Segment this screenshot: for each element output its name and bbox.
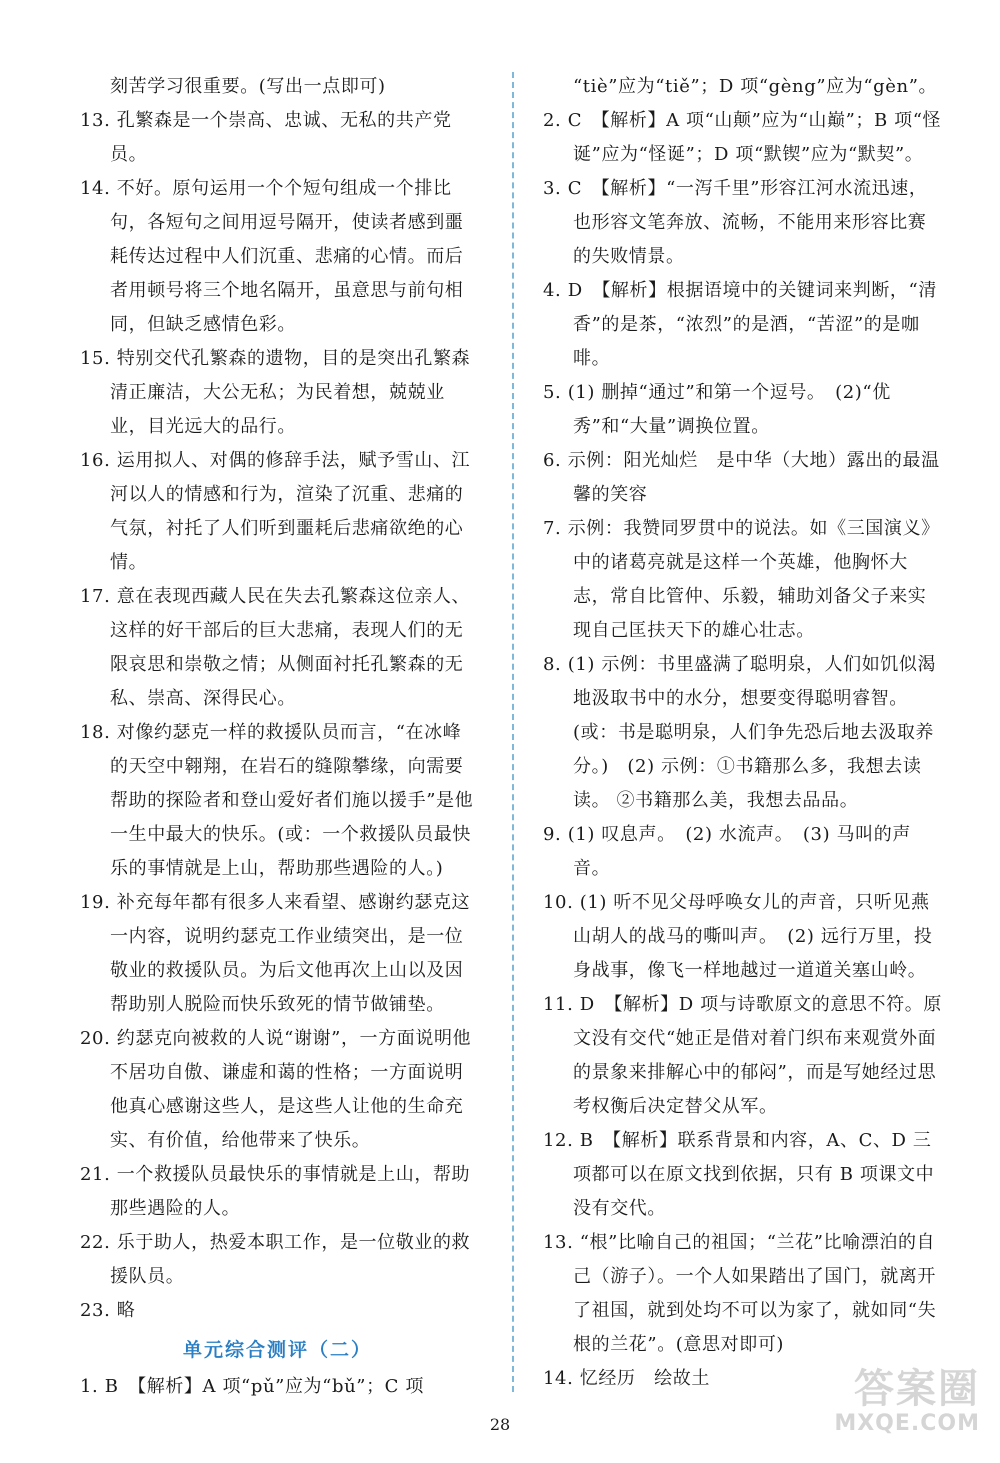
answer-entry: 12. B 【解析】联系背景和内容，A、C、D 三项都可以在原文找到依据，只有 B 项课文中没有交代。	[543, 1130, 935, 1219]
answer-entry: 14. 忆经历 绘故土	[543, 1368, 710, 1389]
answer-entry: 23. 略	[80, 1300, 136, 1321]
answer-entry: 21. 一个救援队员最快乐的事情就是上山，帮助那些遇险的人。	[80, 1164, 471, 1219]
answer-entry: 11. D 【解析】D 项与诗歌原文的意思不符。原文没有交代“她正是借对着门织布来观赏外面的景象来排解心中的郁闷”，而是写她经过思考权衡后决定替父从军。	[543, 994, 942, 1117]
section-heading: 单元综合测评（二）	[182, 1339, 372, 1361]
right-column	[543, 70, 943, 1396]
watermark-url: MXQE.COM	[834, 1411, 980, 1436]
answer-entry: 6. 示例：阳光灿烂 是中华（大地）露出的最温馨的笑容	[543, 450, 940, 505]
answer-entry: 7. 示例：我赞同罗贯中的说法。如《三国演义》中的诸葛亮就是这样一个英雄，他胸怀大志，常自比管仲、乐毅，辅助刘备父子来实现自己匡扶天下的雄心壮志。	[543, 518, 940, 641]
answer-entry: 20. 约瑟克向被救的人说“谢谢”，一方面说明他不居功自傲、谦虚和蔼的性格；一方面说明他真心感谢这些人，是这些人让他的生命充实、有价值，给他带来了快乐。	[80, 1028, 472, 1151]
answer-entry: 13. 孔繁森是一个崇高、忠诚、无私的共产党员。	[80, 110, 452, 165]
answer-entry: 4. D 【解析】根据语境中的关键词来判断，“清香”的是茶，“浓烈”的是酒，“苦涩”的是咖啡。	[543, 280, 937, 369]
answer-entry: 1. B 【解析】A 项“pǔ”应为“bǔ”；C 项	[80, 1376, 424, 1397]
answer-entry: 13. “根”比喻自己的祖国；“兰花”比喻漂泊的自己（游子）。一个人如果踏出了国门，就离开了祖国，就到处均不可以为家了，就如同“失根的兰花”。(意思对即可)	[543, 1232, 937, 1355]
page-number: 28	[489, 1415, 511, 1434]
answer-entry: 9. (1) 叹息声。 (2) 水流声。 (3) 马叫的声音。	[543, 824, 911, 879]
watermark-logo	[810, 1367, 980, 1447]
watermark-title: 答案圈	[854, 1366, 980, 1412]
answer-entry: 刻苦学习很重要。(写出一点即可)	[110, 76, 386, 97]
left-entries	[80, 70, 475, 1328]
answer-entry: 5. (1) 删掉“通过”和第一个逗号。 (2)“优秀”和“大量”调换位置。	[543, 382, 891, 437]
left-column	[80, 70, 475, 1404]
answer-entry: 17. 意在表现西藏人民在失去孔繁森这位亲人、这样的好干部后的巨大悲痛，表现人们的无限哀思和崇敬之情；从侧面衬托孔繁森的无私、崇高、深得民心。	[80, 586, 471, 709]
answer-entry: “tiè”应为“tiě”；D 项“gèng”应为“gèn”。	[573, 76, 938, 97]
answer-entry: 10. (1) 听不见父母呼唤女儿的声音，只听见燕山胡人的战马的嘶叫声。 (2) 远行万里，投身战事，像飞一样地越过一道道关塞山岭。	[543, 892, 933, 981]
answer-entry: 2. C 【解析】A 项“山颠”应为“山巅”；B 项“怪诞”应为“怪诞”；D 项“默锲”应为“默契”。	[543, 110, 942, 165]
answer-entry: 16. 运用拟人、对偶的修辞手法，赋予雪山、江河以人的情感和行为，渲染了沉重、悲痛的气氛，衬托了人们听到噩耗后悲痛欲绝的心情。	[80, 450, 471, 573]
answer-entry: 8. (1) 示例：书里盛满了聪明泉，人们如饥似渴地汲取书中的水分，想要变得聪明睿智。(或：书是聪明泉，人们争先恐后地去汲取养分。) (2) 示例：①书籍那么多，我想去读读。 ②书籍那么美，我想去品品。	[543, 654, 937, 811]
answer-entry: 14. 不好。原句运用一个个短句组成一个排比句，各短句之间用逗号隔开，使读者感到噩耗传达过程中人们沉重、悲痛的心情。而后者用顿号将三个地名隔开，虽意思与前句相同，但缺乏感情色彩。	[80, 178, 464, 335]
answer-entry: 18. 对像约瑟克一样的救援队员而言，“在冰峰的天空中翱翔，在岩石的缝隙攀缘，向需要帮助的探险者和登山爱好者们施以援手”是他一生中最大的快乐。(或：一个救援队员最快乐的事情就是上山，帮助那些遇险的人。)	[80, 722, 474, 879]
left-entries-after-heading	[80, 1370, 475, 1404]
answer-entry: 22. 乐于助人，热爱本职工作，是一位敬业的救援队员。	[80, 1232, 471, 1287]
answer-entry: 19. 补充每年都有很多人来看望、感谢约瑟克这一内容，说明约瑟克工作业绩突出，是一位敬业的救援队员。为后文他再次上山以及因帮助别人脱险而快乐致死的情节做铺垫。	[80, 892, 471, 1015]
answer-entry: 3. C 【解析】“一泻千里”形容江河水流迅速，也形容文笔奔放、流畅，不能用来形容比赛的失败情景。	[543, 178, 928, 267]
column-divider	[512, 72, 514, 1392]
right-entries	[543, 70, 943, 1396]
answer-entry: 15. 特别交代孔繁森的遗物，目的是突出孔繁森清正廉洁，大公无私；为民着想，兢兢业业，目光远大的品行。	[80, 348, 471, 437]
